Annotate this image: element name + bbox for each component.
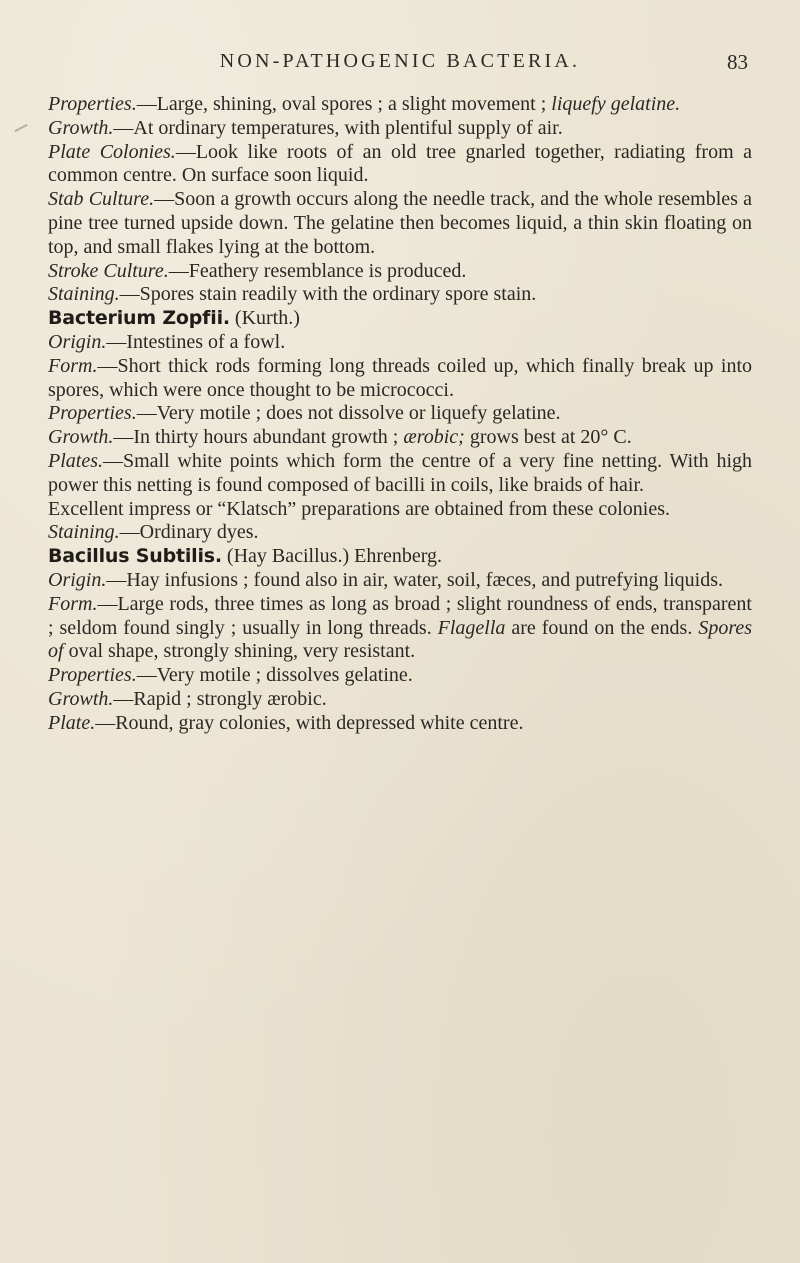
section-label: Growth. xyxy=(48,687,114,710)
paragraph-italic-text: liquefy gelatine. xyxy=(551,93,681,115)
paragraph-form-1 xyxy=(48,355,752,403)
paragraph-growth-2 xyxy=(48,426,752,450)
paragraph-text: —Small white points which form the centre of a very fine netting. With high power this netting is found composed of bacilli in coils, like braids of hair. xyxy=(48,449,752,496)
paragraph-properties-2 xyxy=(48,402,752,426)
species-authority: (Hay Bacillus.) Ehrenberg. xyxy=(221,545,443,568)
section-label: Properties. xyxy=(48,664,137,687)
paragraph-plate xyxy=(48,712,752,736)
paragraph-text: —Large rods, three times as long as broad ; slight roundness of ends, transparent ; seldom found singly ; usually in long threads. xyxy=(48,592,752,639)
paragraph-text: —Rapid ; strongly ærobic. xyxy=(113,687,327,710)
section-label: Plate. xyxy=(48,711,96,734)
paragraph-text: —At ordinary temperatures, with plentiful supply of air. xyxy=(113,116,563,139)
paragraph-italic-text: Flagella xyxy=(437,616,506,639)
paragraph-staining-2 xyxy=(48,521,752,545)
paragraph-text-continued: grows best at 20° C. xyxy=(464,426,632,449)
paragraph-stroke-culture xyxy=(48,260,752,284)
section-label: Staining. xyxy=(48,521,120,544)
paragraph-text: —Very motile ; dissolves gelatine. xyxy=(136,664,413,687)
section-label: Properties. xyxy=(48,93,137,115)
paragraph-text: —Short thick rods forming long threads coiled up, which finally break up into spores, which were once thought to be micrococci. xyxy=(48,354,752,401)
paragraph-origin-2 xyxy=(48,569,752,593)
section-label: Plates. xyxy=(48,449,103,472)
paragraph-text: —Spores stain readily with the ordinary spore stain. xyxy=(119,283,537,306)
paragraph-growth-3 xyxy=(48,688,752,712)
paragraph-italic-text-2: Spores of xyxy=(48,616,753,663)
section-label: Stab Culture. xyxy=(48,188,155,211)
paragraph-text: —Very motile ; does not dissolve or liquefy gelatine. xyxy=(136,402,561,425)
paragraph-klatsch xyxy=(48,498,752,522)
paragraph-plate-colonies xyxy=(48,141,752,189)
paragraph-properties-1 xyxy=(48,93,752,117)
section-label: Growth. xyxy=(48,426,114,449)
page-number: 83 xyxy=(727,50,748,74)
paragraph-origin-1 xyxy=(48,331,752,355)
paragraph-plates xyxy=(48,450,752,498)
paragraph-text: —Large, shining, oval spores ; a slight movement ; xyxy=(136,93,547,115)
paragraph-text: —Feathery resemblance is produced. xyxy=(168,259,467,282)
species-heading-bacterium-zopfii xyxy=(48,307,752,331)
paragraph-staining-1 xyxy=(48,283,752,307)
section-label: Plate Colonies. xyxy=(48,140,176,163)
section-label: Form. xyxy=(48,354,98,377)
paragraph-text: —Look like roots of an old tree gnarled together, radiating from a common centre. On surface soon liquid. xyxy=(48,140,752,187)
paragraph-text: —Soon a growth occurs along the needle track, and the whole resembles a pine tree turned upside down. The gelatine then becomes liquid, a thin skin floating on top, and small flakes lying at the bottom. xyxy=(48,188,752,258)
species-name: Bacillus Subtilis. xyxy=(48,545,222,568)
paragraph-form-2 xyxy=(48,593,752,664)
species-name: Bacterium Zopfii. xyxy=(48,307,230,330)
paragraph-stab-culture xyxy=(48,188,752,259)
paragraph-properties-3 xyxy=(48,664,752,688)
paragraph-text-continued-2: oval shape, strongly shining, very resistant. xyxy=(63,640,416,663)
paragraph-text: —Hay infusions ; found also in air, water, soil, fæces, and putrefying liquids. xyxy=(106,568,723,591)
paper-mark xyxy=(14,124,27,132)
paragraph-text: —In thirty hours abundant growth ; xyxy=(113,426,399,449)
section-label: Origin. xyxy=(48,568,107,591)
paragraph-italic-text: ærobic; xyxy=(403,426,465,449)
section-label: Properties. xyxy=(48,402,137,425)
paragraph-text: —Ordinary dyes. xyxy=(119,521,259,544)
running-title: NON-PATHOGENIC BACTERIA. xyxy=(219,50,581,72)
body-text xyxy=(48,93,752,736)
paragraph-text: Excellent impress or “Klatsch” preparations are obtained from these colonies. xyxy=(48,497,670,520)
paragraph-text: —Intestines of a fowl. xyxy=(106,330,286,353)
section-label: Stroke Culture. xyxy=(48,259,169,282)
paragraph-text: —Round, gray colonies, with depressed white centre. xyxy=(95,711,524,734)
section-label: Growth. xyxy=(48,116,114,139)
page-header xyxy=(0,50,800,80)
section-label: Form. xyxy=(48,592,98,615)
species-authority: (Kurth.) xyxy=(229,307,300,330)
paragraph-text-continued: are found on the ends. xyxy=(505,616,693,639)
section-label: Staining. xyxy=(48,283,120,306)
section-label: Origin. xyxy=(48,330,107,353)
species-heading-bacillus-subtilis xyxy=(48,545,752,569)
paragraph-growth-1 xyxy=(48,117,752,141)
